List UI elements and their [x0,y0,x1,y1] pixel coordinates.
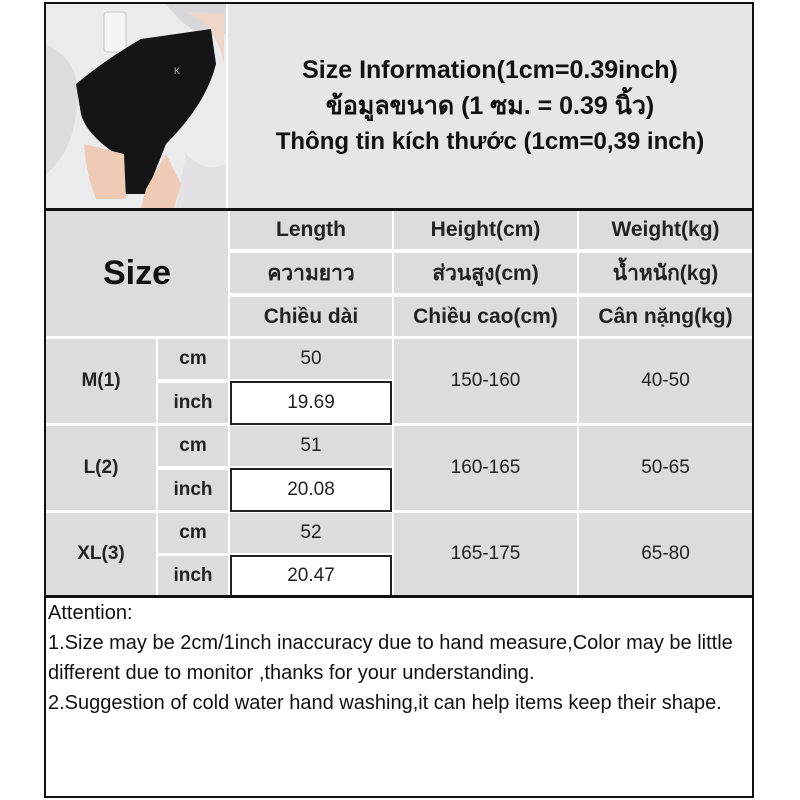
size-information-header [228,4,752,208]
weight-range-value: 50-65 [579,426,752,510]
unit-inch-label: inch [158,470,228,510]
product-photo [46,4,226,208]
size-header-cell [46,211,228,336]
size-m-label: M(1) [46,339,156,423]
size-label: Size [102,254,172,292]
title-vietnamese: Thông tin kích thước (1cm=0,39 inch) [275,128,705,155]
height-range-value: 165-175 [394,513,577,595]
unit-inch-label: inch [158,556,228,595]
length-cm-value: 50 [230,339,392,379]
column-header-weight-vi: Cân nặng(kg) [579,297,752,336]
attention-notes [48,598,750,794]
brand-logo-text: K [174,66,181,76]
unit-cm-label: cm [158,339,228,379]
size-xl-label: XL(3) [46,513,156,595]
column-header-height-en: Height(cm) [394,211,577,249]
unit-cm-label: cm [158,426,228,466]
column-header-weight-en: Weight(kg) [579,211,752,249]
title-thai: ข้อมูลขนาด (1 ซม. = 0.39 นิ้ว) [325,92,655,120]
column-header-height-th: ส่วนสูง(cm) [394,253,577,293]
attention-note-1: 1.Size may be 2cm/1inch inaccuracy due to hand measure,Color may be little different due to monitor ,thanks for your understanding. [48,632,733,684]
unit-inch-label: inch [158,383,228,423]
length-inch-value: 20.47 [230,555,392,597]
height-range-value: 160-165 [394,426,577,510]
attention-heading: Attention: [48,602,133,624]
size-l-label: L(2) [46,426,156,510]
column-header-length-en: Length [230,211,392,249]
length-cm-value: 51 [230,426,392,466]
product-photo-illustration [46,4,226,208]
weight-range-value: 40-50 [579,339,752,423]
length-cm-value: 52 [230,513,392,553]
height-range-value: 150-160 [394,339,577,423]
column-header-height-vi: Chiều cao(cm) [394,297,577,336]
length-inch-value: 20.08 [230,468,392,512]
column-header-length-vi: Chiều dài [230,297,392,336]
unit-cm-label: cm [158,513,228,553]
title-english: Size Information(1cm=0.39inch) [302,56,678,84]
column-header-length-th: ความยาว [230,253,392,293]
column-header-weight-th: น้ำหนัก(kg) [579,253,752,293]
weight-range-value: 65-80 [579,513,752,595]
length-inch-value: 19.69 [230,381,392,425]
attention-note-2: 2.Suggestion of cold water hand washing,it can help items keep their shape. [48,692,722,714]
